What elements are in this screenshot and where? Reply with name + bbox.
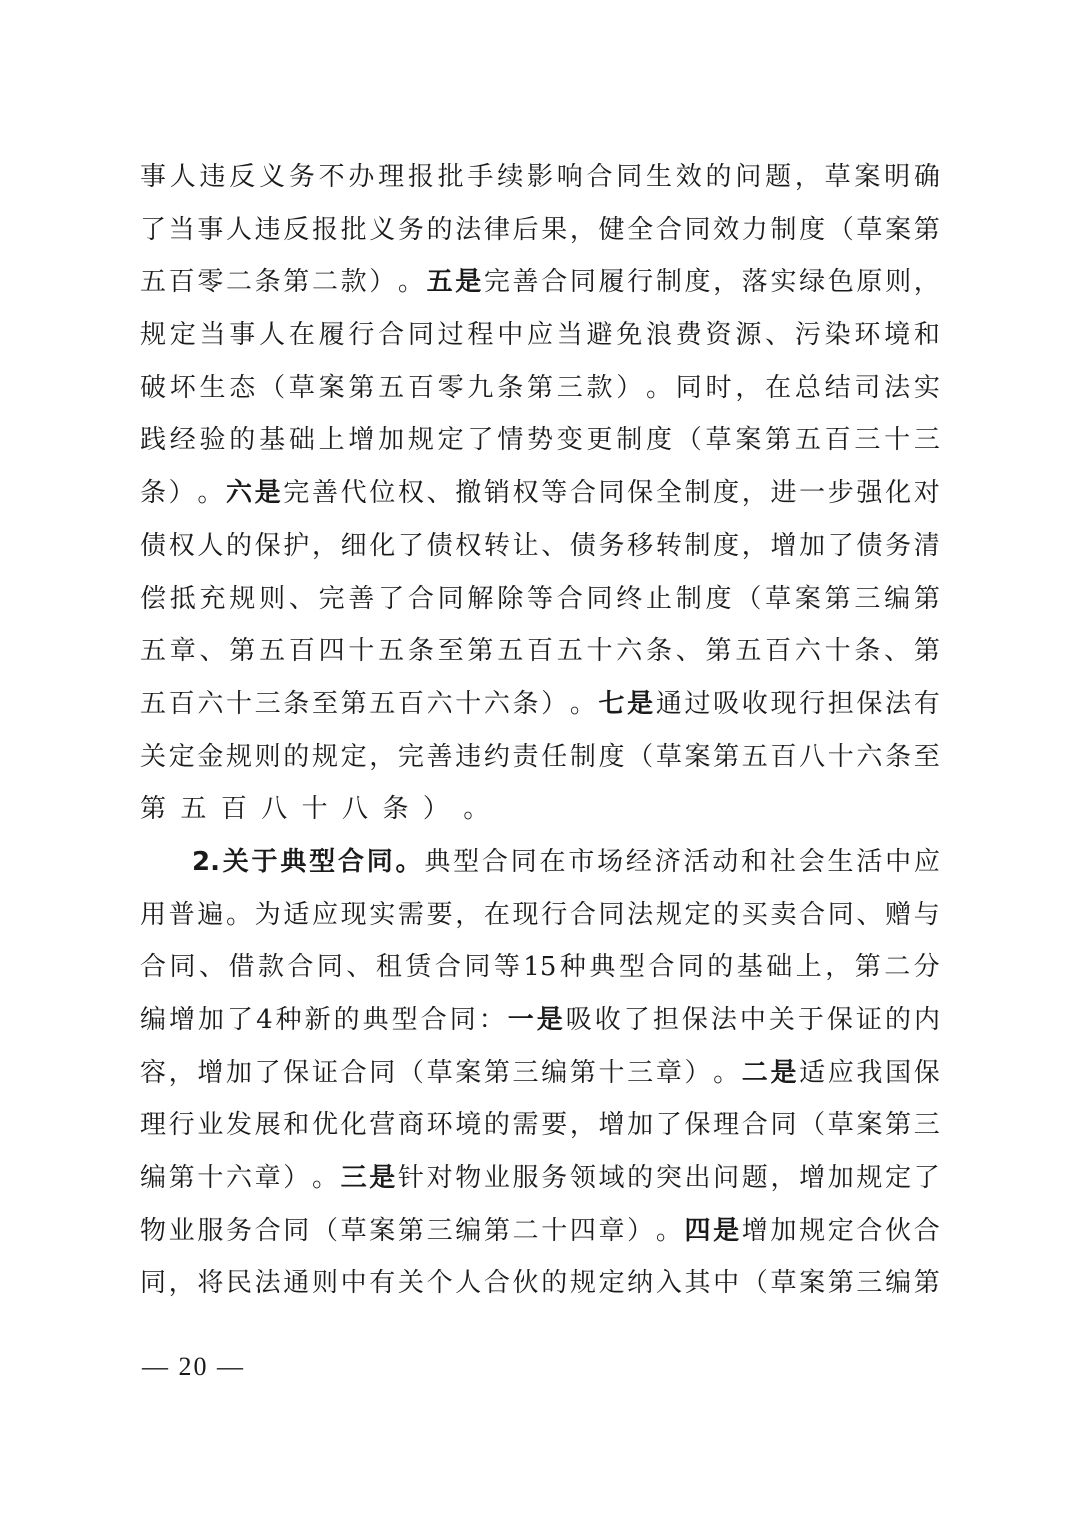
- text-line: 理 行 业 发 展 和 优 化 营 商 环 境 的 需 要 ， 增 加 了 保 理 合 同 （ 草 案 第 三: [140, 1110, 940, 1141]
- text-line: 债 权 人 的 保 护 ， 细 化 了 债 权 转 让 、 债 务 移 转 制 度 ， 增 加 了 债 务 清: [140, 530, 940, 561]
- text-line: 五 百 六 十 三 条 至 第 五 百 六 十 六 条 ） 。 七 是 通 过 吸 收 现 行 担 保 法 有: [140, 688, 940, 719]
- text-line: 五 百 零 二 条 第 二 款 ） 。 五 是 完 善 合 同 履 行 制 度 ， 落 实 绿 色 原 则 ，: [140, 267, 940, 298]
- text-line: 容 ， 增 加 了 保 证 合 同 （ 草 案 第 三 编 第 十 三 章 ） 。 二 是 适 应 我 国 保: [140, 1057, 940, 1088]
- text-line: 条 ） 。 六 是 完 善 代 位 权 、 撤 销 权 等 合 同 保 全 制 度 ， 进 一 步 强 化 对: [140, 478, 940, 509]
- text-line: 事 人 违 反 义 务 不 办 理 报 批 手 续 影 响 合 同 生 效 的 问 题 ， 草 案 明 确: [140, 162, 940, 192]
- text-line: 偿 抵 充 规 则 、 完 善 了 合 同 解 除 等 合 同 终 止 制 度 （ 草 案 第 三 编 第: [140, 583, 940, 614]
- text-line: 破 坏 生 态 （ 草 案 第 五 百 零 九 条 第 三 款 ） 。 同 时 ， 在 总 结 司 法 实: [140, 372, 940, 403]
- text-line: 编 第 十 六 章 ） 。 三 是 针 对 物 业 服 务 领 域 的 突 出 问 题 ， 增 加 规 定 了: [140, 1163, 940, 1194]
- text-line: 了 当 事 人 违 反 报 批 义 务 的 法 律 后 果 ， 健 全 合 同 效 力 制 度 （ 草 案 第: [140, 214, 940, 245]
- text-line: 五 章 、 第 五 百 四 十 五 条 至 第 五 百 五 十 六 条 、 第 五 百 六 十 条 、 第: [140, 636, 940, 667]
- text-line: 编 增 加 了 4 种 新 的 典 型 合 同 ： 一 是 吸 收 了 担 保 法 中 关 于 保 证 的 内: [140, 1005, 940, 1035]
- text-line: 规 定 当 事 人 在 履 行 合 同 过 程 中 应 当 避 免 浪 费 资 源 、 污 染 环 境 和: [140, 320, 940, 351]
- text-line: 关 定 金 规 则 的 规 定 ， 完 善 违 约 责 任 制 度 （ 草 案 第 五 百 八 十 六 条 至: [140, 741, 940, 772]
- text-line: 第 五 百 八 十 八 条 ） 。: [140, 794, 490, 825]
- text-line: 同 ， 将 民 法 通 则 中 有 关 个 人 合 伙 的 规 定 纳 入 其 中 （ 草 案 第 三 编 第: [140, 1268, 940, 1299]
- text-line: 2. 关 于 典 型 合 同 。 典 型 合 同 在 市 场 经 济 活 动 和 社 会 生 活 中 应: [192, 846, 940, 877]
- body-text: [140, 151, 940, 1310]
- text-line: 物 业 服 务 合 同 （ 草 案 第 三 编 第 二 十 四 章 ） 。 四 是 增 加 规 定 合 伙 合: [140, 1215, 940, 1246]
- page-number: — 20 —: [142, 1352, 245, 1381]
- text-line: 用 普 遍 。 为 适 应 现 实 需 要 ， 在 现 行 合 同 法 规 定 的 买 卖 合 同 、 赠 与: [140, 899, 940, 930]
- text-line: 践 经 验 的 基 础 上 增 加 规 定 了 情 势 变 更 制 度 （ 草 案 第 五 百 三 十 三: [140, 425, 940, 456]
- text-line: 合 同 、 借 款 合 同 、 租 赁 合 同 等 15 种 典 型 合 同 的 基 础 上 ， 第 二 分: [140, 952, 940, 983]
